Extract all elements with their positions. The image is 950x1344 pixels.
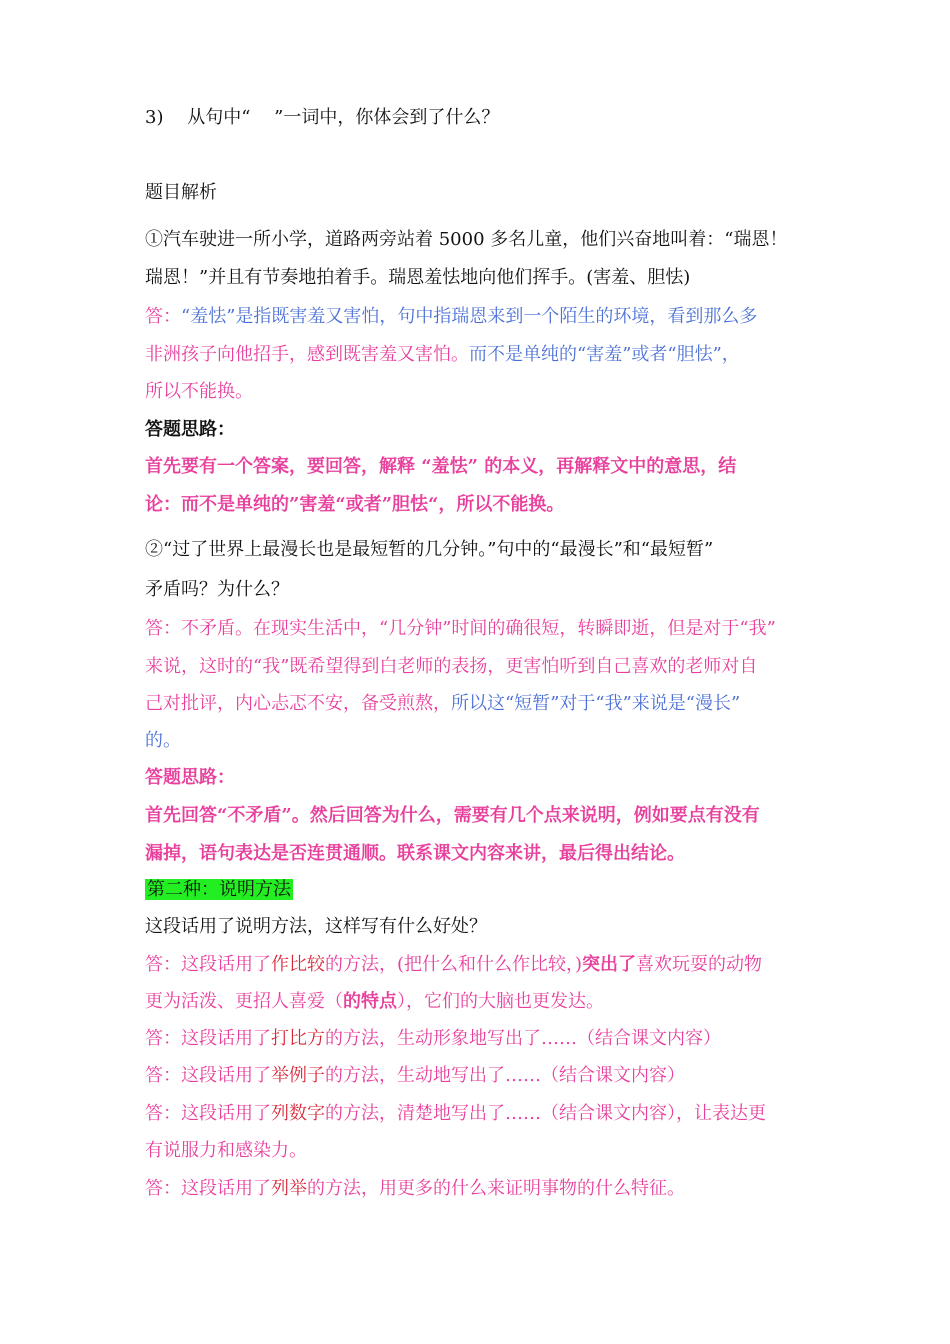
section2-title <box>145 878 293 902</box>
answer-text: ），它们的大脑也更发达。 <box>397 991 604 1012</box>
section2-question: 这段话用了说明方法，这样写有什么好处？ <box>145 916 487 937</box>
item2-line2: 矛盾吗？为什么？ <box>145 579 289 600</box>
answer-text: 己对批评，内心忐忑不安，备受煎熬， <box>145 693 451 714</box>
item2-answer-line4: 的。 <box>145 730 181 751</box>
item2-tips-line1: 首先回答“不矛盾”。然后回答为什么，需要有几个点来说明，例如要点有没有 <box>145 805 760 826</box>
method-keyword: 列数字 <box>271 1103 325 1124</box>
answer-text: 答：这段话用了 <box>145 1103 271 1124</box>
question-3: 3) 从句中“ ”一词中，你体会到了什么？ <box>145 107 500 128</box>
item1-answer-line2 <box>145 343 740 367</box>
answer-text: 喜欢玩耍的动物 <box>636 954 763 975</box>
answer-text: 而不是单纯的“害羞”或者“胆怯”， <box>469 344 740 365</box>
item2-answer-line2: 来说，这时的“我”既希望得到白老师的表扬，更害怕听到自己喜欢的老师对自 <box>145 656 758 677</box>
item1-answer-line1 <box>145 305 757 329</box>
item1-line1: ①汽车驶进一所小学，道路两旁站着 5000 多名儿童，他们兴奋地叫着：“瑞恩！ <box>145 229 788 250</box>
answer-text: 的方法，生动形象地写出了……（结合课文内容） <box>325 1028 721 1049</box>
method-answer-4-line1 <box>145 1102 766 1126</box>
item2-tips-label: 答题思路： <box>145 767 235 788</box>
answer-text: 的方法，(把什么和什么作比较，) <box>325 954 583 975</box>
answer-text: “羞怯”是指既害羞又害怕，句中指瑞恩来到一个陌生的环境，看到那么多 <box>181 306 758 327</box>
section-highlight: 第二种：说明方法 <box>147 879 291 900</box>
item1-tips-line2: 论：而不是单纯的”害羞“或者”胆怯“，所以不能换。 <box>145 494 565 515</box>
answer-text: 非洲孩子向他招手，感到既害羞又害怕。 <box>145 344 469 365</box>
method-answer-1-line1 <box>145 953 762 977</box>
method-answer-2 <box>145 1027 721 1051</box>
emphasis: 突出了 <box>582 954 637 975</box>
answer-prefix: 答： <box>145 306 181 327</box>
answer-text: 更为活泼、更招人喜爱（ <box>145 991 343 1012</box>
analysis-heading: 题目解析 <box>145 182 217 203</box>
answer-text: 的方法，用更多的什么来证明事物的什么特征。 <box>307 1178 685 1199</box>
answer-text: 的方法，清楚地写出了……（结合课文内容），让表达更 <box>325 1103 766 1124</box>
method-keyword: 作比较 <box>271 954 325 975</box>
item2-answer-line3 <box>145 692 740 716</box>
method-answer-3 <box>145 1064 685 1088</box>
answer-text: 所以这“短暂”对于“我”来说是“漫长” <box>451 693 741 714</box>
item1-answer-line3: 所以不能换。 <box>145 381 253 402</box>
method-answer-4-line2: 有说服力和感染力。 <box>145 1140 307 1161</box>
item2-answer-line1: 答：不矛盾。在现实生活中，“几分钟”时间的确很短，转瞬即逝，但是对于“我” <box>145 618 776 639</box>
answer-text: 的方法，生动地写出了……（结合课文内容） <box>325 1065 685 1086</box>
method-answer-5 <box>145 1177 685 1201</box>
item1-tips-line1: 首先要有一个答案，要回答，解释 “羞怯” 的本义，再解释文中的意思，结 <box>145 456 737 477</box>
item1-line2: 瑞恩！”并且有节奏地拍着手。瑞恩羞怯地向他们挥手。(害羞、胆怯) <box>145 267 691 288</box>
answer-text: 答：这段话用了 <box>145 1028 271 1049</box>
answer-text: 答：这段话用了 <box>145 954 271 975</box>
emphasis: 的特点 <box>343 991 397 1012</box>
method-keyword: 举例子 <box>271 1065 325 1086</box>
method-answer-1-line2 <box>145 990 604 1014</box>
answer-text: 答：这段话用了 <box>145 1065 271 1086</box>
item1-tips-label: 答题思路： <box>145 419 235 440</box>
method-keyword: 列举 <box>271 1178 307 1199</box>
item2-tips-line2: 漏掉，语句表达是否连贯通顺。联系课文内容来讲，最后得出结论。 <box>145 843 685 864</box>
method-keyword: 打比方 <box>271 1028 325 1049</box>
item2-line1: ②“过了世界上最漫长也是最短暂的几分钟。”句中的“最漫长”和“最短暂” <box>145 539 714 560</box>
answer-text: 答：这段话用了 <box>145 1178 271 1199</box>
